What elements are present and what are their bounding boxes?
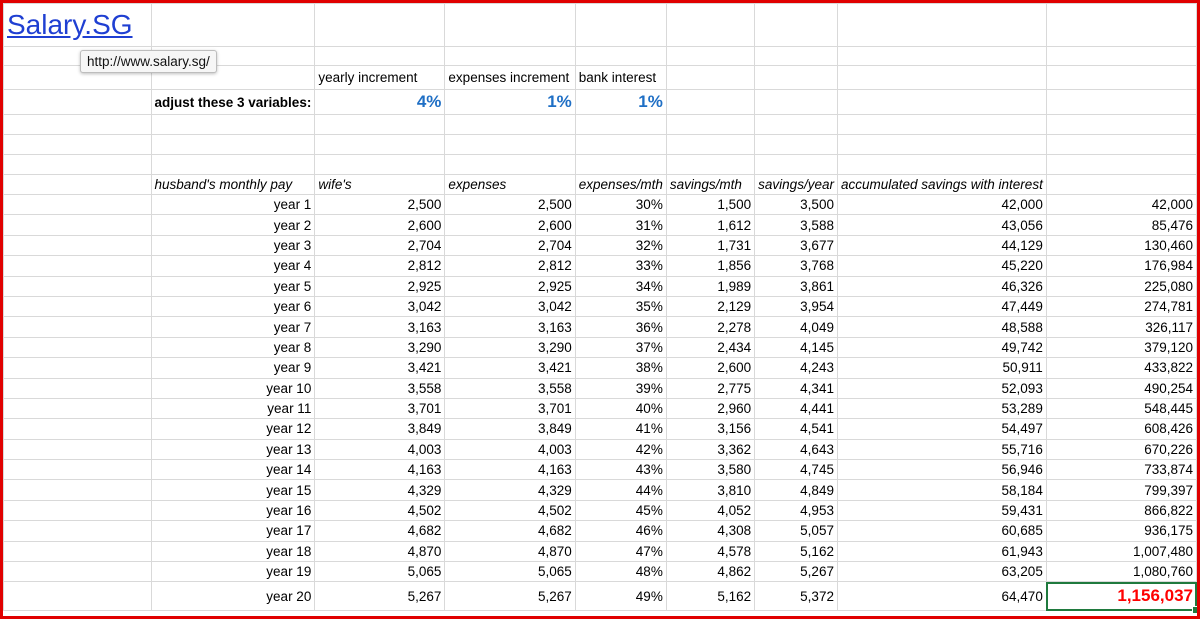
year-label[interactable]: year 5 — [151, 276, 315, 296]
husband-pay-cell[interactable]: 4,003 — [315, 439, 445, 459]
header-bank-interest[interactable]: bank interest — [575, 66, 666, 90]
savings-mth-cell[interactable]: 3,500 — [755, 195, 838, 215]
year-label[interactable]: year 2 — [151, 215, 315, 235]
accumulated-savings-cell[interactable]: 608,426 — [1046, 419, 1196, 439]
expenses-mth-cell[interactable]: 2,960 — [666, 398, 754, 418]
savings-year-cell[interactable]: 42,000 — [837, 195, 1046, 215]
savings-mth-cell[interactable]: 5,267 — [755, 562, 838, 582]
expenses-increment-input[interactable]: 1% — [445, 90, 575, 115]
accumulated-savings-cell[interactable]: 670,226 — [1046, 439, 1196, 459]
expenses-pct-cell[interactable]: 31% — [575, 215, 666, 235]
table-row — [4, 378, 1197, 398]
expenses-pct-cell[interactable]: 45% — [575, 500, 666, 520]
savings-year-cell[interactable]: 46,326 — [837, 276, 1046, 296]
husband-pay-cell[interactable]: 3,421 — [315, 358, 445, 378]
table-row — [4, 337, 1197, 357]
husband-pay-cell[interactable]: 2,812 — [315, 256, 445, 276]
year-label[interactable]: year 17 — [151, 521, 315, 541]
year-label[interactable]: year 9 — [151, 358, 315, 378]
year-label[interactable]: year 12 — [151, 419, 315, 439]
expenses-mth-cell[interactable]: 1,500 — [666, 195, 754, 215]
fill-handle[interactable] — [1192, 606, 1197, 614]
savings-year-cell[interactable]: 55,716 — [837, 439, 1046, 459]
header-expenses-increment[interactable]: expenses increment — [445, 66, 575, 90]
wife-pay-cell[interactable]: 5,267 — [445, 582, 575, 611]
expenses-mth-cell[interactable]: 3,810 — [666, 480, 754, 500]
col-header-expenses[interactable]: expenses — [445, 175, 575, 195]
accumulated-savings-cell[interactable]: 176,984 — [1046, 256, 1196, 276]
expenses-pct-cell[interactable]: 49% — [575, 582, 666, 611]
expenses-mth-cell[interactable]: 2,775 — [666, 378, 754, 398]
year-label[interactable]: year 20 — [151, 582, 315, 611]
savings-year-cell[interactable]: 61,943 — [837, 541, 1046, 561]
year-label[interactable]: year 11 — [151, 398, 315, 418]
table-row — [4, 419, 1197, 439]
expenses-mth-cell[interactable]: 3,580 — [666, 460, 754, 480]
savings-mth-cell[interactable]: 4,849 — [755, 480, 838, 500]
accumulated-savings-cell[interactable]: 936,175 — [1046, 521, 1196, 541]
year-label[interactable]: year 6 — [151, 296, 315, 316]
expenses-mth-cell[interactable]: 4,052 — [666, 500, 754, 520]
expenses-mth-cell[interactable]: 4,308 — [666, 521, 754, 541]
expenses-mth-cell[interactable]: 2,278 — [666, 317, 754, 337]
expenses-mth-cell[interactable]: 1,612 — [666, 215, 754, 235]
table-row — [4, 460, 1197, 480]
wife-pay-cell[interactable]: 2,812 — [445, 256, 575, 276]
year-label[interactable]: year 8 — [151, 337, 315, 357]
accumulated-savings-cell[interactable]: 1,080,760 — [1046, 562, 1196, 582]
col-header-wife-pay[interactable]: wife's — [315, 175, 445, 195]
accumulated-savings-cell[interactable]: 42,000 — [1046, 195, 1196, 215]
expenses-pct-cell[interactable]: 39% — [575, 378, 666, 398]
year-label[interactable]: year 16 — [151, 500, 315, 520]
accumulated-savings-cell[interactable]: 433,822 — [1046, 358, 1196, 378]
savings-mth-cell[interactable]: 3,677 — [755, 235, 838, 255]
savings-mth-cell[interactable]: 4,643 — [755, 439, 838, 459]
expenses-mth-cell[interactable]: 2,600 — [666, 358, 754, 378]
col-header-expenses-mth[interactable]: expenses/mth — [575, 175, 666, 195]
expenses-mth-cell[interactable]: 1,731 — [666, 235, 754, 255]
table-row — [4, 500, 1197, 520]
savings-year-cell[interactable]: 63,205 — [837, 562, 1046, 582]
accumulated-savings-cell[interactable]: 379,120 — [1046, 337, 1196, 357]
husband-pay-cell[interactable]: 2,704 — [315, 235, 445, 255]
expenses-pct-cell[interactable]: 34% — [575, 276, 666, 296]
accumulated-savings-cell[interactable]: 733,874 — [1046, 460, 1196, 480]
expenses-pct-cell[interactable]: 36% — [575, 317, 666, 337]
wife-pay-cell[interactable]: 3,290 — [445, 337, 575, 357]
table-row — [4, 276, 1197, 296]
savings-year-cell[interactable]: 60,685 — [837, 521, 1046, 541]
savings-year-cell[interactable]: 43,056 — [837, 215, 1046, 235]
husband-pay-cell[interactable]: 4,682 — [315, 521, 445, 541]
accumulated-savings-cell[interactable]: 1,007,480 — [1046, 541, 1196, 561]
col-header-savings-year[interactable]: savings/year — [755, 175, 838, 195]
husband-pay-cell[interactable]: 2,600 — [315, 215, 445, 235]
brand-link[interactable]: Salary.SG — [7, 9, 133, 40]
expenses-pct-cell[interactable]: 30% — [575, 195, 666, 215]
table-row — [4, 541, 1197, 561]
expenses-mth-cell[interactable]: 1,989 — [666, 276, 754, 296]
savings-mth-cell[interactable]: 3,768 — [755, 256, 838, 276]
wife-pay-cell[interactable]: 2,500 — [445, 195, 575, 215]
bank-interest-input[interactable]: 1% — [575, 90, 666, 115]
wife-pay-cell[interactable]: 4,003 — [445, 439, 575, 459]
table-row — [4, 296, 1197, 316]
table-row — [4, 521, 1197, 541]
expenses-pct-cell[interactable]: 42% — [575, 439, 666, 459]
savings-year-cell[interactable]: 50,911 — [837, 358, 1046, 378]
wife-pay-cell[interactable]: 4,163 — [445, 460, 575, 480]
savings-mth-cell[interactable]: 4,953 — [755, 500, 838, 520]
expenses-mth-cell[interactable]: 4,578 — [666, 541, 754, 561]
expenses-pct-cell[interactable]: 44% — [575, 480, 666, 500]
savings-year-cell[interactable]: 45,220 — [837, 256, 1046, 276]
wife-pay-cell[interactable]: 3,421 — [445, 358, 575, 378]
expenses-pct-cell[interactable]: 48% — [575, 562, 666, 582]
accumulated-savings-cell[interactable]: 799,397 — [1046, 480, 1196, 500]
col-header-accumulated[interactable]: accumulated savings with interest — [837, 175, 1046, 195]
accumulated-savings-cell[interactable]: 225,080 — [1046, 276, 1196, 296]
savings-mth-cell[interactable]: 5,372 — [755, 582, 838, 611]
savings-year-cell[interactable]: 59,431 — [837, 500, 1046, 520]
year-label[interactable]: year 19 — [151, 562, 315, 582]
husband-pay-cell[interactable]: 5,065 — [315, 562, 445, 582]
link-url-tooltip: http://www.salary.sg/ — [80, 50, 217, 73]
expenses-pct-cell[interactable]: 37% — [575, 337, 666, 357]
expenses-mth-cell[interactable]: 2,434 — [666, 337, 754, 357]
accumulated-savings-cell[interactable]: 274,781 — [1046, 296, 1196, 316]
accumulated-savings-cell[interactable]: 490,254 — [1046, 378, 1196, 398]
savings-mth-cell[interactable]: 3,861 — [755, 276, 838, 296]
year-label[interactable]: year 4 — [151, 256, 315, 276]
expenses-mth-cell[interactable]: 3,362 — [666, 439, 754, 459]
year-label[interactable]: year 7 — [151, 317, 315, 337]
table-row — [4, 439, 1197, 459]
husband-pay-cell[interactable]: 4,502 — [315, 500, 445, 520]
expenses-pct-cell[interactable]: 38% — [575, 358, 666, 378]
wife-pay-cell[interactable]: 4,502 — [445, 500, 575, 520]
husband-pay-cell[interactable]: 2,925 — [315, 276, 445, 296]
expenses-pct-cell[interactable]: 47% — [575, 541, 666, 561]
spreadsheet — [3, 3, 1197, 616]
husband-pay-cell[interactable]: 3,849 — [315, 419, 445, 439]
husband-pay-cell[interactable]: 4,329 — [315, 480, 445, 500]
table-row — [4, 195, 1197, 215]
savings-year-cell[interactable]: 54,497 — [837, 419, 1046, 439]
table-row — [4, 398, 1197, 418]
savings-mth-cell[interactable]: 4,243 — [755, 358, 838, 378]
spreadsheet-grid — [3, 3, 1197, 611]
savings-mth-cell[interactable]: 4,745 — [755, 460, 838, 480]
table-row — [4, 562, 1197, 582]
yearly-increment-input[interactable]: 4% — [315, 90, 445, 115]
table-row — [4, 317, 1197, 337]
savings-mth-cell[interactable]: 5,162 — [755, 541, 838, 561]
year-label[interactable]: year 13 — [151, 439, 315, 459]
expenses-mth-cell[interactable]: 1,856 — [666, 256, 754, 276]
wife-pay-cell[interactable]: 2,600 — [445, 215, 575, 235]
husband-pay-cell[interactable]: 3,042 — [315, 296, 445, 316]
wife-pay-cell[interactable]: 3,558 — [445, 378, 575, 398]
expenses-pct-cell[interactable]: 46% — [575, 521, 666, 541]
col-header-savings-mth[interactable]: savings/mth — [666, 175, 754, 195]
brand-cell — [4, 4, 152, 47]
savings-year-cell[interactable]: 44,129 — [837, 235, 1046, 255]
savings-mth-cell[interactable]: 3,954 — [755, 296, 838, 316]
wife-pay-cell[interactable]: 2,925 — [445, 276, 575, 296]
table-row — [4, 582, 1197, 611]
savings-mth-cell[interactable]: 4,441 — [755, 398, 838, 418]
wife-pay-cell[interactable]: 3,849 — [445, 419, 575, 439]
husband-pay-cell[interactable]: 3,558 — [315, 378, 445, 398]
savings-year-cell[interactable]: 64,470 — [837, 582, 1046, 611]
wife-pay-cell[interactable]: 5,065 — [445, 562, 575, 582]
wife-pay-cell[interactable]: 3,042 — [445, 296, 575, 316]
table-row — [4, 256, 1197, 276]
adjust-variables-label[interactable]: adjust these 3 variables: — [151, 90, 315, 115]
wife-pay-cell[interactable]: 2,704 — [445, 235, 575, 255]
husband-pay-cell[interactable]: 5,267 — [315, 582, 445, 611]
expenses-mth-cell[interactable]: 3,156 — [666, 419, 754, 439]
husband-pay-cell[interactable]: 3,290 — [315, 337, 445, 357]
expenses-pct-cell[interactable]: 43% — [575, 460, 666, 480]
wife-pay-cell[interactable]: 4,870 — [445, 541, 575, 561]
expenses-pct-cell[interactable]: 40% — [575, 398, 666, 418]
savings-mth-cell[interactable]: 4,541 — [755, 419, 838, 439]
year-label[interactable]: year 10 — [151, 378, 315, 398]
husband-pay-cell[interactable]: 4,163 — [315, 460, 445, 480]
savings-mth-cell[interactable]: 4,341 — [755, 378, 838, 398]
expenses-pct-cell[interactable]: 41% — [575, 419, 666, 439]
savings-year-cell[interactable]: 53,289 — [837, 398, 1046, 418]
savings-year-cell[interactable]: 58,184 — [837, 480, 1046, 500]
accumulated-savings-cell[interactable]: 326,117 — [1046, 317, 1196, 337]
accumulated-savings-cell[interactable]: 130,460 — [1046, 235, 1196, 255]
husband-pay-cell[interactable]: 2,500 — [315, 195, 445, 215]
wife-pay-cell[interactable]: 3,163 — [445, 317, 575, 337]
total-accumulated-savings-cell[interactable]: 1,156,037 — [1046, 582, 1196, 611]
savings-year-cell[interactable]: 56,946 — [837, 460, 1046, 480]
expenses-mth-cell[interactable]: 4,862 — [666, 562, 754, 582]
table-row — [4, 235, 1197, 255]
husband-pay-cell[interactable]: 4,870 — [315, 541, 445, 561]
table-row — [4, 215, 1197, 235]
expenses-pct-cell[interactable]: 33% — [575, 256, 666, 276]
savings-mth-cell[interactable]: 4,145 — [755, 337, 838, 357]
year-label[interactable]: year 3 — [151, 235, 315, 255]
husband-pay-cell[interactable]: 3,163 — [315, 317, 445, 337]
savings-mth-cell[interactable]: 5,057 — [755, 521, 838, 541]
table-row — [4, 480, 1197, 500]
expenses-mth-cell[interactable]: 5,162 — [666, 582, 754, 611]
year-label[interactable]: year 15 — [151, 480, 315, 500]
savings-year-cell[interactable]: 49,742 — [837, 337, 1046, 357]
accumulated-savings-cell[interactable]: 85,476 — [1046, 215, 1196, 235]
accumulated-savings-cell[interactable]: 548,445 — [1046, 398, 1196, 418]
savings-year-cell[interactable]: 48,588 — [837, 317, 1046, 337]
expenses-pct-cell[interactable]: 32% — [575, 235, 666, 255]
wife-pay-cell[interactable]: 3,701 — [445, 398, 575, 418]
savings-mth-cell[interactable]: 3,588 — [755, 215, 838, 235]
savings-year-cell[interactable]: 52,093 — [837, 378, 1046, 398]
year-label[interactable]: year 1 — [151, 195, 315, 215]
table-row — [4, 358, 1197, 378]
year-label[interactable]: year 18 — [151, 541, 315, 561]
wife-pay-cell[interactable]: 4,329 — [445, 480, 575, 500]
wife-pay-cell[interactable]: 4,682 — [445, 521, 575, 541]
expenses-mth-cell[interactable]: 2,129 — [666, 296, 754, 316]
expenses-pct-cell[interactable]: 35% — [575, 296, 666, 316]
savings-mth-cell[interactable]: 4,049 — [755, 317, 838, 337]
husband-pay-cell[interactable]: 3,701 — [315, 398, 445, 418]
savings-year-cell[interactable]: 47,449 — [837, 296, 1046, 316]
year-label[interactable]: year 14 — [151, 460, 315, 480]
col-header-husband-pay[interactable]: husband's monthly pay — [151, 175, 315, 195]
accumulated-savings-cell[interactable]: 866,822 — [1046, 500, 1196, 520]
header-yearly-increment[interactable]: yearly increment — [315, 66, 445, 90]
